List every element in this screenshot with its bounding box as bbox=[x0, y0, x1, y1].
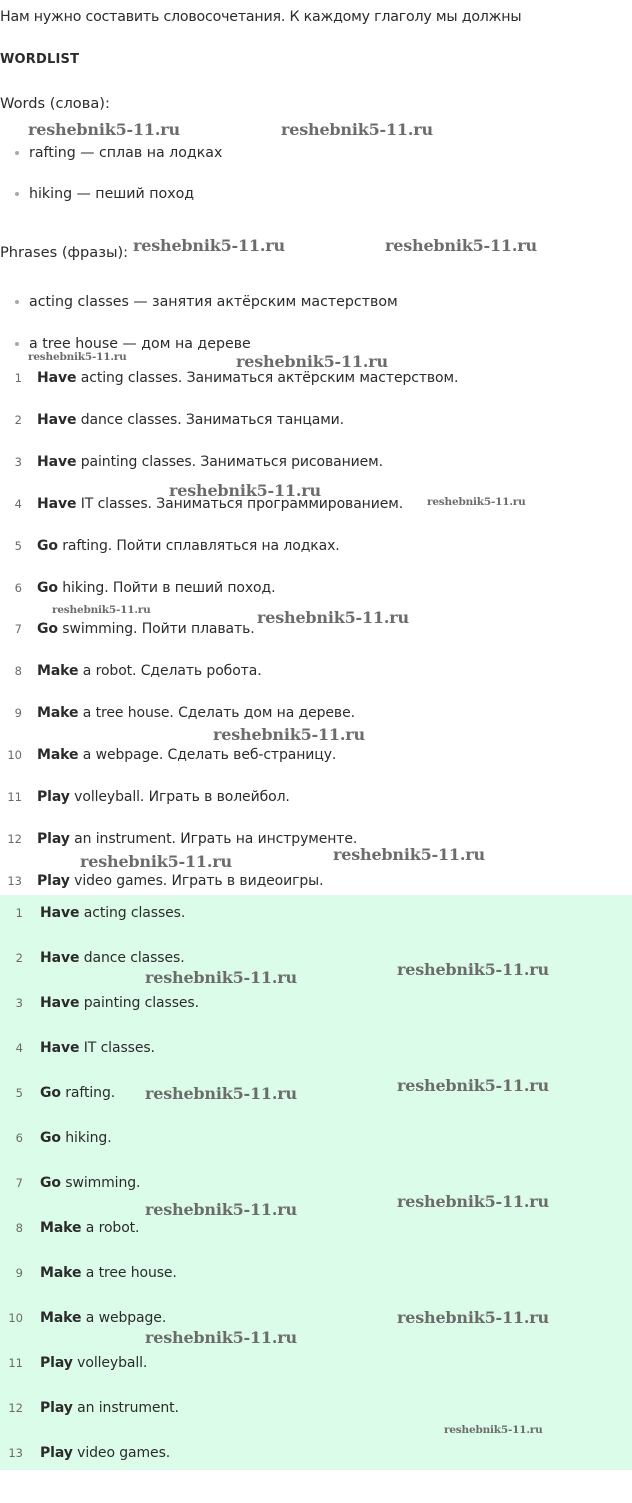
row-text bbox=[37, 701, 355, 725]
phrase-rest: IT classes. bbox=[79, 1040, 155, 1056]
row-text bbox=[40, 1216, 139, 1240]
phrase-rest: a webpage. Сделать веб-страницу. bbox=[78, 747, 337, 764]
phrase-rest: swimming. bbox=[60, 1175, 141, 1191]
row-text bbox=[40, 946, 185, 970]
row-number: 1 bbox=[14, 371, 22, 385]
phrase-rest: hiking. bbox=[60, 1130, 112, 1146]
row-number: 5 bbox=[15, 1086, 23, 1100]
row-number: 3 bbox=[14, 454, 22, 469]
row-number: 7 bbox=[15, 1176, 23, 1190]
row-number: 4 bbox=[14, 496, 22, 511]
row-text bbox=[37, 869, 323, 893]
verb: Go bbox=[37, 537, 58, 554]
row-number: 1 bbox=[15, 906, 23, 920]
intro-text: Нам нужно составить словосочетания. К каждому глаголу мы должны bbox=[0, 9, 522, 25]
verb: Play bbox=[37, 830, 70, 847]
task-row bbox=[0, 450, 632, 474]
row-text bbox=[40, 1081, 115, 1105]
row-number: 4 bbox=[15, 1041, 23, 1055]
phrase-rest: painting classes. Заниматься рисованием. bbox=[76, 453, 383, 470]
row-text bbox=[37, 534, 340, 558]
phrase-rest: acting classes. bbox=[79, 905, 186, 921]
watermark-text: reshebnik5-11.ru bbox=[145, 1084, 297, 1103]
watermark-text: reshebnik5-11.ru bbox=[397, 960, 549, 979]
row-number: 6 bbox=[15, 1131, 23, 1145]
watermark-text: reshebnik5-11.ru bbox=[236, 352, 388, 371]
verb: Go bbox=[40, 1085, 61, 1101]
verb: Make bbox=[37, 747, 79, 764]
bullet-icon bbox=[15, 342, 19, 346]
phrase-rest: rafting. Пойти сплавляться на лодках. bbox=[57, 537, 340, 554]
task-row bbox=[0, 534, 632, 558]
verb: Go bbox=[40, 1130, 61, 1146]
row-text bbox=[37, 743, 336, 767]
verb: Have bbox=[40, 995, 80, 1011]
phrase-rest: a robot. Сделать робота. bbox=[78, 663, 262, 680]
row-number: 9 bbox=[14, 706, 22, 721]
verb: Have bbox=[37, 453, 77, 470]
row-number: 7 bbox=[14, 622, 22, 637]
row-number: 8 bbox=[15, 1221, 23, 1235]
verb: Have bbox=[40, 1040, 80, 1056]
row-text bbox=[40, 1126, 112, 1150]
row-text bbox=[40, 901, 185, 925]
row-text bbox=[37, 827, 357, 851]
row-text bbox=[40, 1036, 155, 1060]
wordlist-heading: WORDLIST bbox=[0, 52, 80, 67]
watermark-text: reshebnik5-11.ru bbox=[281, 120, 433, 139]
watermark-text: reshebnik5-11.ru bbox=[145, 1200, 297, 1219]
phrase-rest: volleyball. Играть в волейбол. bbox=[69, 789, 290, 805]
phrase-item-tree-house: a tree house — дом на дереве bbox=[15, 336, 251, 352]
row-number: 10 bbox=[7, 748, 22, 763]
verb: Play bbox=[40, 1400, 73, 1416]
verb: Play bbox=[40, 1355, 73, 1371]
answer-row bbox=[0, 1441, 632, 1465]
answer-row bbox=[0, 1396, 632, 1420]
row-text bbox=[40, 991, 199, 1015]
verb: Have bbox=[40, 950, 80, 966]
phrase-rest: an instrument. Играть на инструменте. bbox=[69, 830, 358, 847]
row-number: 6 bbox=[14, 580, 22, 595]
row-text bbox=[37, 617, 255, 641]
watermark-text: reshebnik5-11.ru bbox=[397, 1308, 549, 1327]
row-number: 8 bbox=[14, 664, 22, 679]
phrase-rest: acting classes. Заниматься актёрским мастерством. bbox=[76, 370, 459, 386]
phrase-rest: rafting. bbox=[60, 1085, 116, 1101]
answer-row bbox=[0, 1351, 632, 1375]
watermark-text: reshebnik5-11.ru bbox=[145, 1328, 297, 1347]
verb: Go bbox=[37, 579, 58, 596]
task-row bbox=[0, 701, 632, 725]
task-row bbox=[0, 408, 632, 432]
row-text bbox=[40, 1441, 170, 1465]
phrases-label: Phrases (фразы): bbox=[0, 244, 129, 261]
row-number: 13 bbox=[8, 1446, 23, 1460]
task-row bbox=[0, 659, 632, 683]
phrase-rest: dance classes. Заниматься танцами. bbox=[76, 411, 345, 428]
verb: Make bbox=[40, 1220, 82, 1236]
watermark-text: reshebnik5-11.ru bbox=[169, 481, 321, 500]
phrase-rest: a webpage. bbox=[81, 1310, 167, 1326]
verb: Make bbox=[40, 1265, 82, 1281]
watermark-text: reshebnik5-11.ru bbox=[28, 120, 180, 139]
watermark-text: reshebnik5-11.ru bbox=[28, 351, 127, 363]
phrase-rest: painting classes. bbox=[79, 995, 199, 1011]
task-row bbox=[0, 869, 632, 893]
answer-row bbox=[0, 901, 632, 925]
verb: Go bbox=[37, 621, 58, 638]
row-number: 3 bbox=[15, 996, 23, 1010]
row-number: 12 bbox=[8, 1401, 23, 1415]
words-label: Words (слова): bbox=[0, 95, 110, 112]
watermark-text: reshebnik5-11.ru bbox=[444, 1424, 543, 1436]
row-text bbox=[37, 576, 275, 600]
watermark-text: reshebnik5-11.ru bbox=[257, 608, 409, 627]
watermark-text: reshebnik5-11.ru bbox=[213, 725, 365, 744]
answer-row bbox=[0, 1216, 632, 1240]
watermark-text: reshebnik5-11.ru bbox=[397, 1192, 549, 1211]
watermark-text: reshebnik5-11.ru bbox=[80, 852, 232, 871]
row-text bbox=[40, 1171, 140, 1195]
row-number: 11 bbox=[7, 790, 22, 804]
row-text bbox=[40, 1351, 147, 1375]
watermark-text: reshebnik5-11.ru bbox=[385, 236, 537, 255]
row-text bbox=[37, 450, 383, 474]
phrase-rest: a tree house. Сделать дом на дереве. bbox=[78, 705, 355, 722]
task-row bbox=[0, 576, 632, 600]
phrase-rest: video games. bbox=[72, 1445, 171, 1461]
verb: Go bbox=[40, 1175, 61, 1191]
word-item-hiking: hiking — пеший поход bbox=[15, 186, 194, 202]
task-row bbox=[0, 827, 632, 851]
watermark-text: reshebnik5-11.ru bbox=[333, 845, 485, 864]
task-row bbox=[0, 785, 632, 809]
watermark-text: reshebnik5-11.ru bbox=[52, 604, 151, 616]
phrase-rest: a tree house. bbox=[81, 1265, 177, 1281]
row-text bbox=[40, 1306, 166, 1330]
watermark-text: reshebnik5-11.ru bbox=[133, 236, 285, 255]
row-number: 11 bbox=[8, 1356, 23, 1370]
bullet-icon bbox=[15, 151, 19, 155]
word-item-rafting: rafting — сплав на лодках bbox=[15, 145, 222, 161]
verb: Have bbox=[40, 905, 80, 921]
watermark-text: reshebnik5-11.ru bbox=[427, 496, 526, 508]
row-number: 13 bbox=[7, 873, 22, 888]
task-row bbox=[0, 743, 632, 767]
row-number: 12 bbox=[7, 831, 22, 846]
bullet-icon bbox=[15, 192, 19, 196]
verb: Make bbox=[37, 705, 79, 722]
verb: Have bbox=[37, 411, 77, 428]
answer-row bbox=[0, 1126, 632, 1150]
bullet-icon bbox=[15, 300, 19, 304]
verb: Have bbox=[37, 495, 77, 512]
answer-row bbox=[0, 1261, 632, 1285]
row-text bbox=[37, 408, 344, 432]
verb: Play bbox=[37, 872, 70, 889]
verb: Have bbox=[37, 370, 77, 386]
row-number: 2 bbox=[14, 412, 22, 427]
verb: Make bbox=[40, 1310, 82, 1326]
answer-row bbox=[0, 1036, 632, 1060]
verb: Make bbox=[37, 663, 79, 680]
row-number: 9 bbox=[15, 1266, 23, 1280]
phrase-rest: a robot. bbox=[81, 1220, 140, 1236]
row-text bbox=[40, 1261, 177, 1285]
phrase-rest: swimming. Пойти плавать. bbox=[57, 621, 255, 638]
watermark-text: reshebnik5-11.ru bbox=[145, 968, 297, 987]
answer-row bbox=[0, 991, 632, 1015]
row-number: 2 bbox=[15, 951, 23, 965]
row-text bbox=[37, 785, 290, 809]
phrase-rest: IT classes. Заниматься программированием. bbox=[76, 495, 404, 512]
row-number: 5 bbox=[14, 538, 22, 553]
row-text bbox=[40, 1396, 179, 1420]
verb: Play bbox=[37, 789, 70, 805]
phrase-rest: hiking. Пойти в пеший поход. bbox=[57, 579, 276, 596]
phrase-rest: video games. Играть в видеоигры. bbox=[69, 872, 324, 889]
watermark-text: reshebnik5-11.ru bbox=[397, 1076, 549, 1095]
verb: Play bbox=[40, 1445, 73, 1461]
row-number: 10 bbox=[8, 1311, 23, 1325]
phrase-rest: volleyball. bbox=[72, 1355, 148, 1371]
phrase-item-acting: acting classes — занятия актёрским мастерством bbox=[15, 294, 398, 310]
phrase-rest: dance classes. bbox=[79, 950, 185, 966]
row-text bbox=[37, 659, 262, 683]
phrase-rest: an instrument. bbox=[72, 1400, 179, 1416]
